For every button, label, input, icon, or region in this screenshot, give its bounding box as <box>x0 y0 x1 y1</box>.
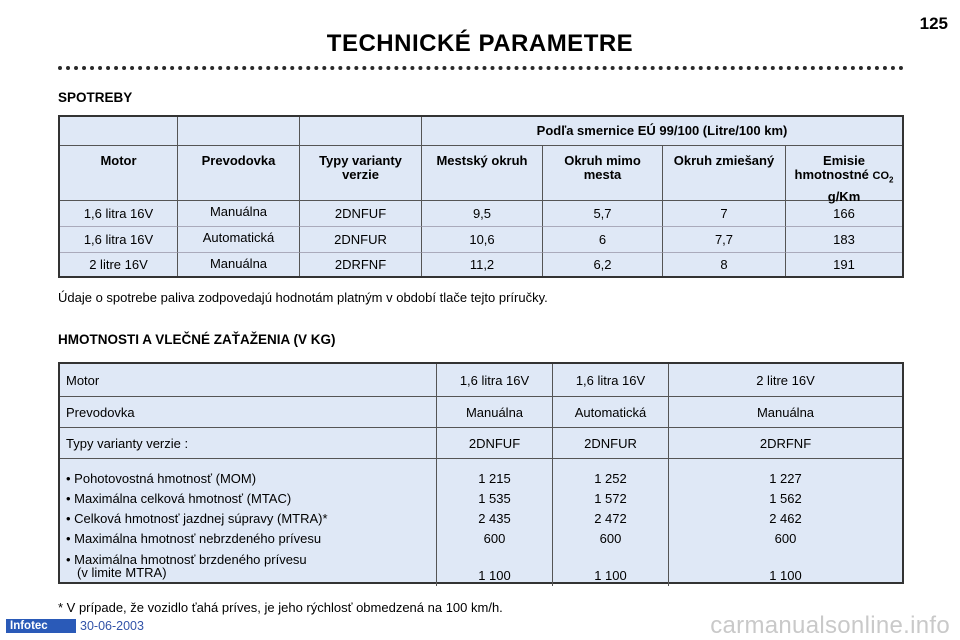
cell-extra-urban: 6,2 <box>543 253 663 276</box>
cell-co2: 166 <box>786 201 902 227</box>
cell-extra-urban: 5,7 <box>543 201 663 227</box>
header-empty-cell <box>300 117 422 146</box>
weight-item: • Celková hmotnosť jazdnej súpravy (MTRA)* <box>66 511 328 526</box>
page-title: TECHNICKÉ PARAMETRE <box>326 30 634 57</box>
weight-value: 1 215 <box>478 471 511 486</box>
motor-label: Motor <box>60 364 437 397</box>
cell-variant: 2DNFUR <box>300 227 422 253</box>
header-empty-cell <box>178 117 300 146</box>
cell-gearbox: Manuálna <box>178 253 300 276</box>
weight-value: 1 562 <box>769 491 802 506</box>
weight-value: 1 535 <box>478 491 511 506</box>
cell-motor: 2 litre 16V <box>60 253 178 276</box>
cell-motor: 1,6 litra 16V <box>60 227 178 253</box>
weight-item: • Maximálna hmotnosť nebrzdeného prívesu <box>66 531 322 546</box>
cell-co2: 191 <box>833 256 855 272</box>
directive-group-header: Podľa smernice EÚ 99/100 (Litre/100 km) <box>422 117 902 146</box>
weight-values-col <box>553 459 669 586</box>
dotted-divider <box>58 66 904 70</box>
cell-urban: 10,6 <box>422 227 543 253</box>
variant-value: 2DNFUR <box>553 428 669 459</box>
cell-motor: 1,6 litra 16V <box>60 201 178 227</box>
col-variant-label: Typy varianty verzie <box>319 153 402 182</box>
variant-value: 2DNFUF <box>437 428 553 459</box>
gearbox-value: Automatická <box>553 397 669 428</box>
col-combined: Okruh zmiešaný <box>663 146 786 201</box>
weight-values-col <box>437 459 553 586</box>
footnote: * V prípade, že vozidlo ťahá príves, je jeho rýchlosť obmedzená na 100 km/h. <box>58 600 503 615</box>
col-urban: Mestský okruh <box>422 146 543 201</box>
cell-variant: 2DNFUF <box>300 201 422 227</box>
co2-subscript: 2 <box>889 175 894 185</box>
col-gearbox: Prevodovka <box>178 146 300 201</box>
col-emissions-line2: hmotnostné <box>794 167 869 182</box>
gearbox-value: Manuálna <box>437 397 553 428</box>
col-motor: Motor <box>60 146 178 201</box>
weight-value: 2 435 <box>478 511 511 526</box>
weight-value: 600 <box>599 531 622 546</box>
cell-gearbox: Automatická <box>178 227 300 253</box>
variant-label: Typy varianty verzie : <box>60 428 437 459</box>
weight-value: 600 <box>483 531 506 546</box>
cell-co2: 183 <box>786 227 902 253</box>
consumption-note: Údaje o spotrebe paliva zodpovedajú hodnotám platným v období tlače tejto príručky. <box>58 290 548 305</box>
cell-combined: 8 <box>663 253 786 276</box>
weight-value: 1 100 <box>769 568 802 583</box>
col-extra-urban <box>543 146 663 201</box>
print-date: 30-06-2003 <box>80 619 144 633</box>
motor-value: 1,6 litra 16V <box>437 364 553 397</box>
col-extra-urban-label: Okruh mimo mesta <box>564 153 641 182</box>
weight-item-sub: (v limite MTRA) <box>77 565 167 580</box>
weight-item: • Maximálna hmotnosť brzdeného prívesu <box>66 552 307 567</box>
motor-value: 2 litre 16V <box>669 364 902 397</box>
weight-value: 1 252 <box>594 471 627 486</box>
cell-gearbox: Manuálna <box>178 201 300 227</box>
variant-value: 2DRFNF <box>669 428 902 459</box>
consumption-heading: SPOTREBY <box>58 90 133 105</box>
cell-combined: 7 <box>663 201 786 227</box>
col-emissions-line1: Emisie <box>823 153 865 168</box>
weight-values-col <box>669 459 902 586</box>
weights-heading: HMOTNOSTI A VLEČNÉ ZAŤAŽENIA (V KG) <box>58 332 336 347</box>
cell-urban: 11,2 <box>422 253 543 276</box>
col-variant <box>300 146 422 201</box>
cell-extra-urban: 6 <box>543 227 663 253</box>
weight-value: 600 <box>774 531 797 546</box>
weight-item: • Pohotovostná hmotnosť (MOM) <box>66 471 257 486</box>
gearbox-label: Prevodovka <box>60 397 437 428</box>
cell-combined: 7,7 <box>663 227 786 253</box>
col-emissions <box>786 146 902 204</box>
cell-variant: 2DRFNF <box>300 253 422 276</box>
weight-value: 1 572 <box>594 491 627 506</box>
weight-value: 2 462 <box>769 511 802 526</box>
watermark: carmanualsonline.info <box>710 612 950 639</box>
weights-table <box>58 362 904 584</box>
weight-value: 2 472 <box>594 511 627 526</box>
col-emissions-unit: g/Km <box>827 188 861 204</box>
weight-value: 1 100 <box>594 568 627 583</box>
gearbox-value: Manuálna <box>669 397 902 428</box>
consumption-table <box>58 115 904 278</box>
motor-value: 1,6 litra 16V <box>553 364 669 397</box>
page-number: 125 <box>919 14 948 33</box>
weight-value: 1 100 <box>478 568 511 583</box>
weight-items-list <box>60 459 437 586</box>
header-empty-cell <box>60 117 178 146</box>
cell-urban: 9,5 <box>422 201 543 227</box>
weight-item: • Maximálna celková hmotnosť (MTAC) <box>66 491 292 506</box>
infotec-logo: Infotec <box>6 619 76 633</box>
co2-symbol: CO <box>872 170 890 182</box>
weight-value: 1 227 <box>769 471 802 486</box>
